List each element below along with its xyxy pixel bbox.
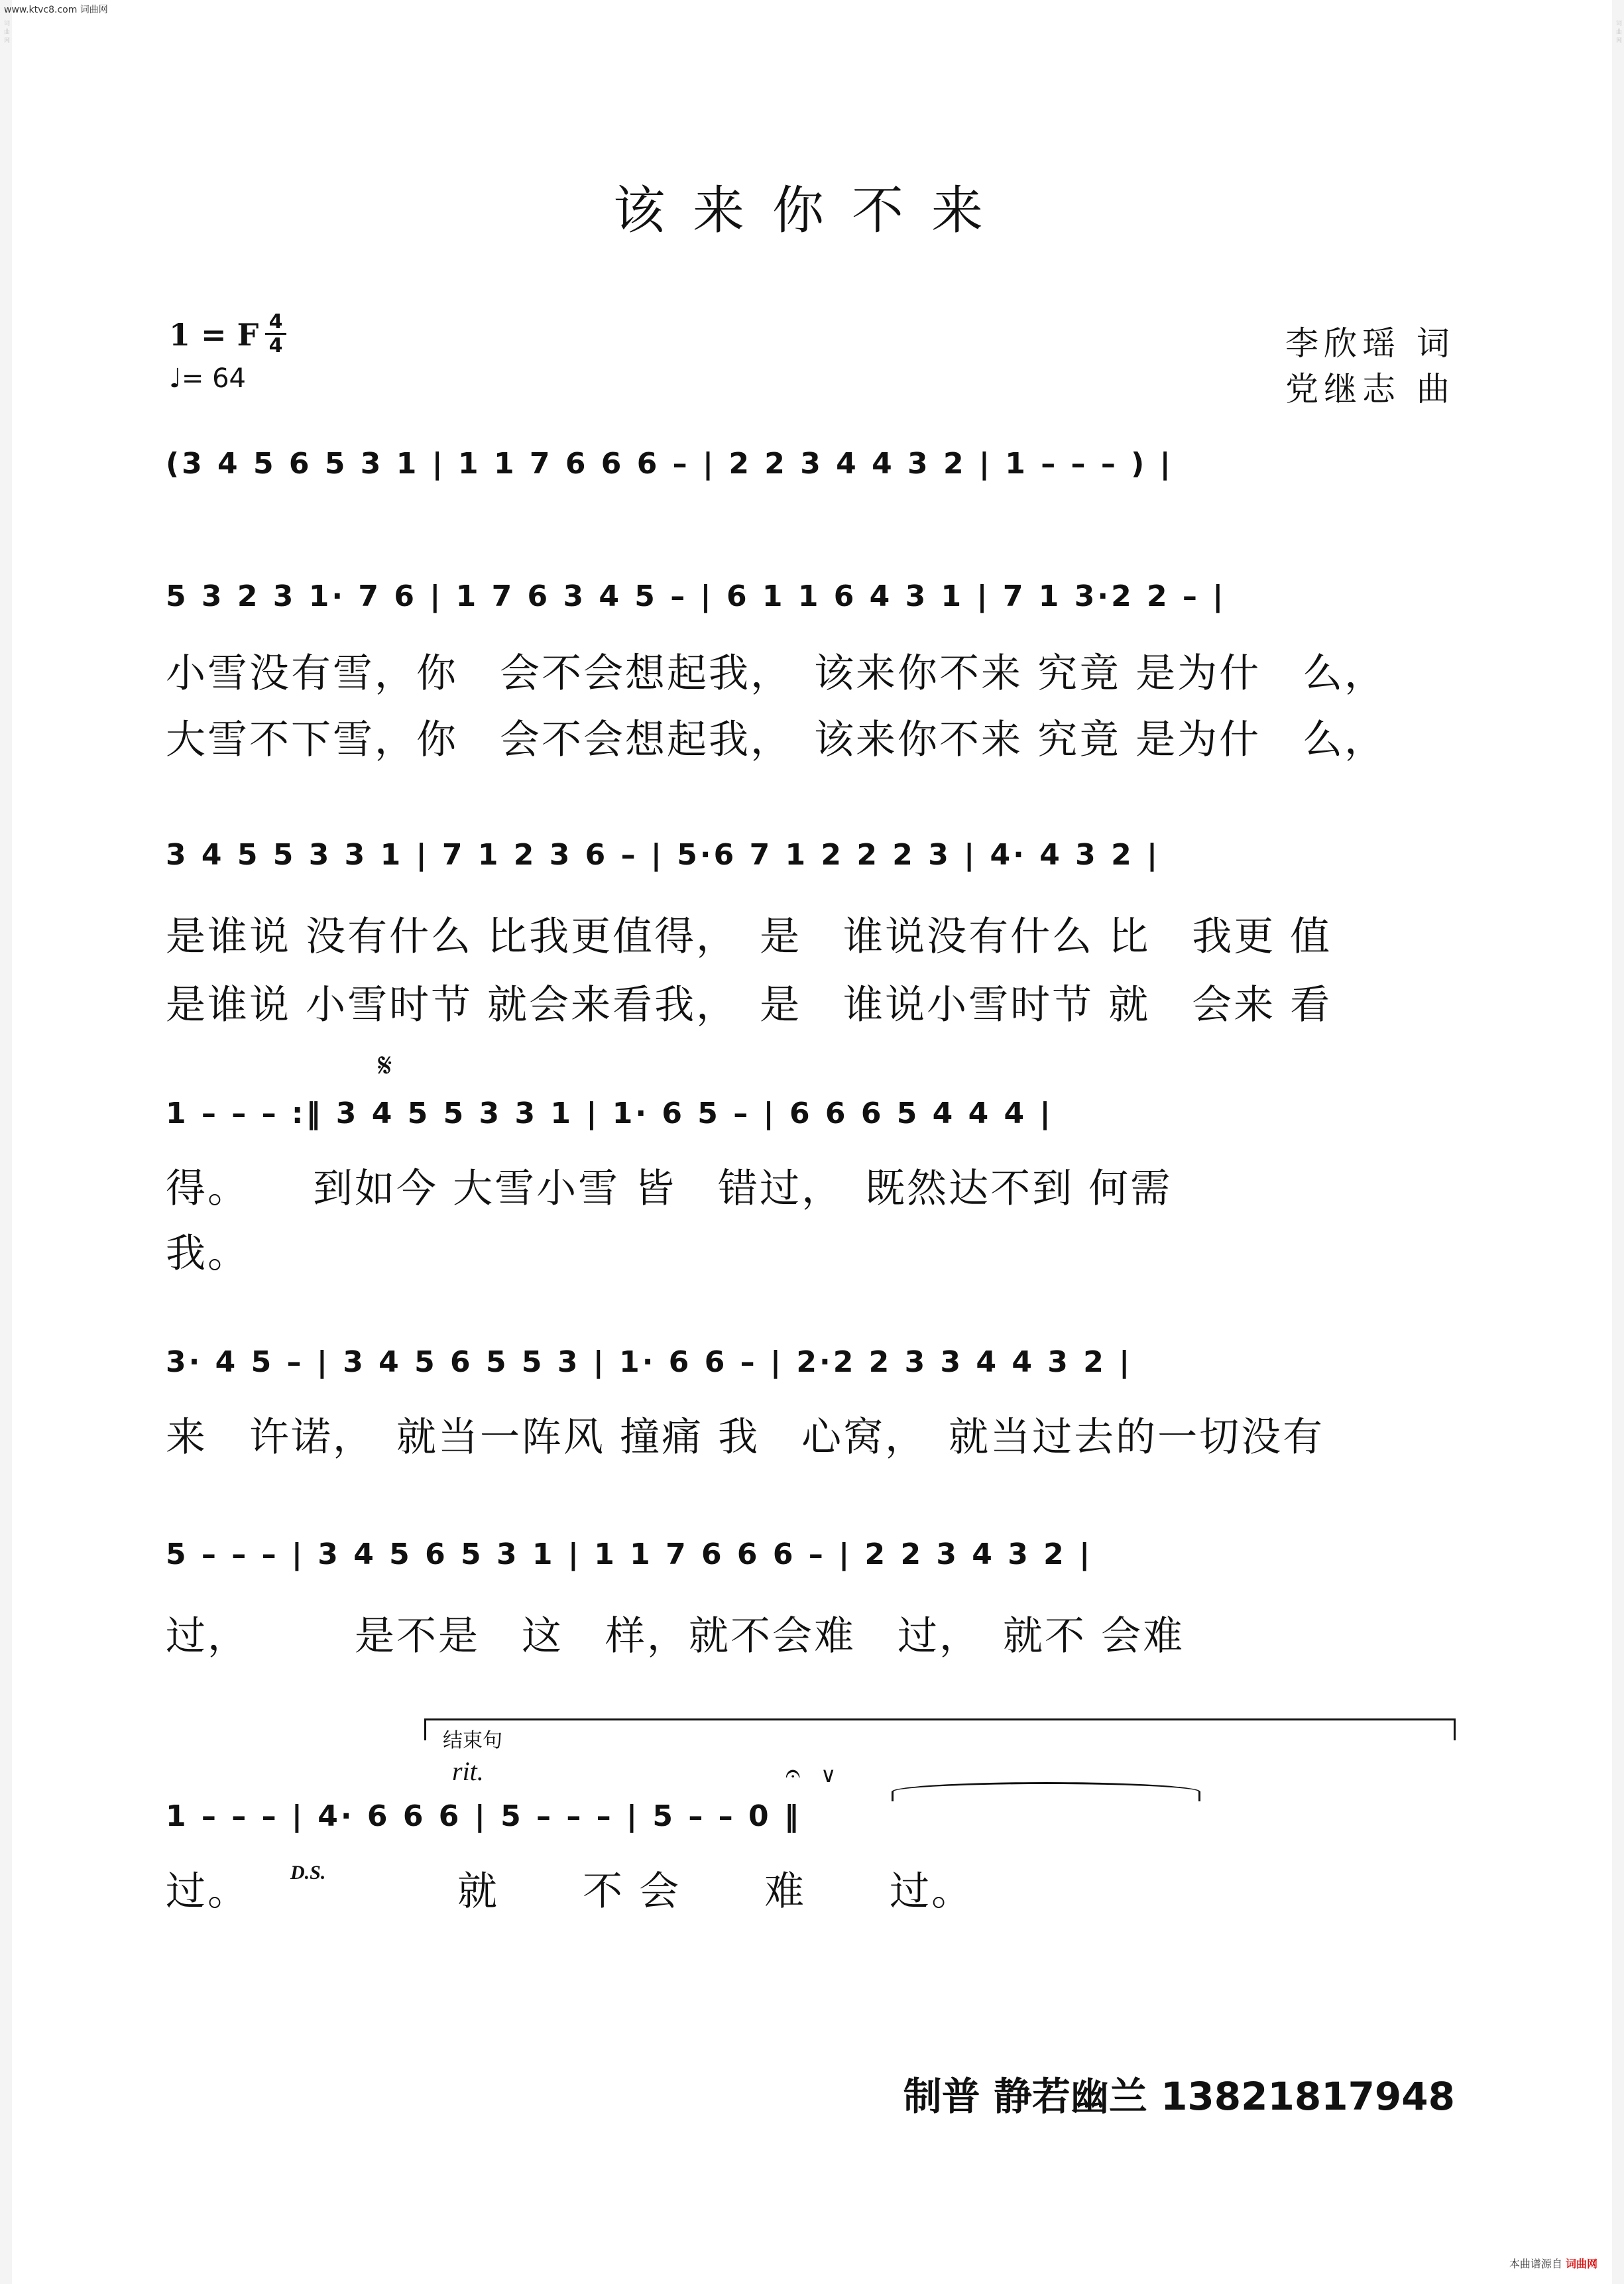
- transcriber-credit: 制普 静若幽兰 13821817948: [903, 2074, 1455, 2119]
- notation-line-3-text: 3 4 5 5 3 3 1 | 7 1 2 3 6 – | 5·6 7 1 2 2 2 3 | 4· 4 3 2 |: [166, 838, 1161, 872]
- left-watermark-strip: [0, 0, 12, 2284]
- fermata-icon: 𝄐: [785, 1758, 801, 1789]
- notation-line-2: [166, 570, 1465, 623]
- breath-mark: ∨: [821, 1762, 837, 1787]
- ds-mark: D.S.: [290, 1862, 326, 1884]
- lyric-v5: 过， 是不是 这 样，就不会难 过， 就不 会难: [166, 1613, 1185, 1659]
- song-title: 该来你不来: [612, 181, 1011, 241]
- notation-line-6-text: 5 – – – | 3 4 5 6 5 3 1 | 1 1 7 6 6 6 – | 2 2 3 4 3 2 |: [166, 1537, 1093, 1571]
- lyric-v6a: 过。: [166, 1868, 249, 1915]
- lyric-v1b: 大雪不下雪，你 会不会想起我， 该来你不来 究竟 是为什 么，: [166, 717, 1387, 763]
- footer-source[interactable]: [1509, 2255, 1597, 2271]
- key-signature: 1 = F: [169, 317, 259, 353]
- notation-line-3: [166, 829, 1465, 882]
- lyric-v2b: 是谁说 小雪时节 就会来看我， 是 谁说小雪时节 就 会来 看: [166, 982, 1332, 1028]
- ending-label: 结束句: [443, 1729, 502, 1752]
- tempo-mark: ♩= 64: [169, 363, 246, 394]
- footer-right: 词曲网: [1565, 2257, 1597, 2270]
- notation-line-1-text: (3 4 5 6 5 3 1 | 1 1 7 6 6 6 – | 2 2 3 4 4 3 2 | 1 – – – ) |: [166, 447, 1173, 481]
- left-watermark-text: 词曲网: [3, 20, 9, 46]
- notation-line-2-text: 5 3 2 3 1· 7 6 | 1 7 6 3 4 5 – | 6 1 1 6 4 3 1 | 7 1 3·2 2 – |: [166, 579, 1226, 613]
- notation-line-7-text: 1 – – – | 4· 6 6 6 | 5 – – – | 5 – – 0 ‖: [166, 1799, 801, 1833]
- notation-line-4-text: 1 – – – :‖ 3 4 5 5 3 3 1 | 1· 6 5 – | 6 6 6 5 4 4 4 |: [166, 1097, 1053, 1130]
- notation-line-7: [166, 1790, 1465, 1843]
- lyric-v6b: 就 不 会 难 过。: [457, 1868, 974, 1915]
- notation-line-6: [166, 1528, 1465, 1581]
- time-signature: [264, 312, 288, 356]
- ending-bracket: [424, 1718, 1456, 1740]
- time-bottom: 4: [268, 334, 283, 357]
- rit-mark: rit.: [452, 1756, 484, 1786]
- lyric-v4: 来 许诺， 就当一阵风 撞痛 我 心窝， 就当过去的一切没有: [166, 1414, 1325, 1461]
- right-watermark-strip: [1612, 0, 1624, 2284]
- notation-line-1: [166, 438, 1465, 491]
- composer-credit: 党继志 曲: [1285, 370, 1455, 408]
- segno-sign: 𝄋: [378, 1046, 392, 1085]
- right-watermark-text: 词曲网: [1615, 20, 1621, 46]
- notation-line-4: [166, 1087, 1465, 1140]
- site-note[interactable]: www.ktvc8.com 词曲网: [4, 5, 108, 15]
- lyricist-credit: 李欣瑶 词: [1285, 324, 1455, 363]
- lyric-v1a: 小雪没有雪，你 会不会想起我， 该来你不来 究竟 是为什 么，: [166, 650, 1387, 697]
- time-top: 4: [268, 310, 283, 333]
- lyric-v2a: 是谁说 没有什么 比我更值得， 是 谁说没有什么 比 我更 值: [166, 914, 1332, 960]
- notation-line-5: [166, 1336, 1465, 1389]
- footer-left: 本曲谱源自: [1509, 2257, 1562, 2270]
- notation-line-5-text: 3· 4 5 – | 3 4 5 6 5 5 3 | 1· 6 6 – | 2·2 2 3 3 4 4 3 2 |: [166, 1345, 1133, 1379]
- lyric-v3b: 我。: [166, 1231, 249, 1277]
- lyric-v3a: 得。 到如今 大雪小雪 皆 错过， 既然达不到 何需: [166, 1166, 1173, 1212]
